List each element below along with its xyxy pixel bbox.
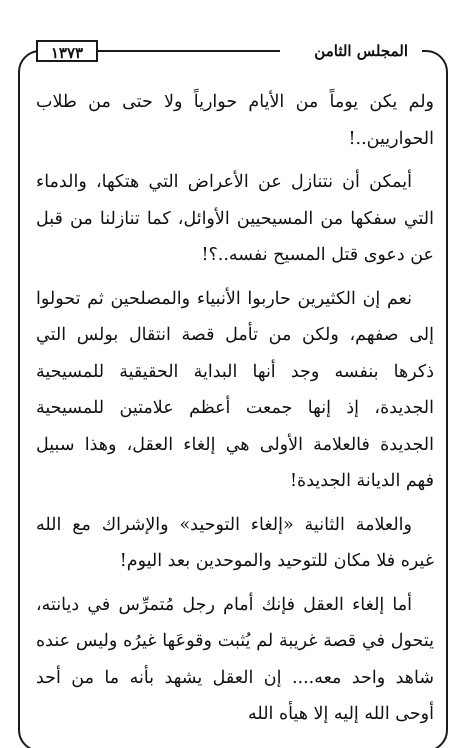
page-number: ١٣٧٣ <box>36 40 98 62</box>
chapter-title: المجلس الثامن <box>308 40 414 62</box>
paragraph: نعم إن الكثيرين حاربوا الأنبياء والمصلحين ثم تحولوا إلى صفهم، ولكن من تأمل قصة انتقال بولس التي ذكرها بنفسه وجد أنها البداية الحقيقية للمسيحية الجديدة، إذ إنها جمعت أعظم علامتين للمسيحية الجديدة فالعلامة الأولى هي إلغاء العقل، وهذا سبيل فهم الديانة الجديدة! <box>36 288 434 491</box>
paragraph: والعلامة الثانية «إلغاء التوحيد» والإشراك مع الله غيره فلا مكان للتوحيد والموحدين بعد اليوم! <box>36 514 434 571</box>
paragraph: ولم يكن يوماً من الأيام حوارياً ولا حتى من طلاب الحواريين..! <box>36 92 434 149</box>
page-body <box>36 84 434 733</box>
paragraph: أيمكن أن نتنازل عن الأعراض التي هتكها، والدماء التي سفكها من المسيحيين الأوائل، كما تنازلنا من قبل عن دعوى قتل المسيح نفسه..؟! <box>36 172 434 265</box>
paragraph: أما إلغاء العقل فإنك أمام رجل مُتمرِّس في ديانته، يتحول في قصة غريبة لم يُثبت وقوعَها غيرُه وليس عنده شاهد واحد معه.... إن العقل يشهد بأنه ما من أحد أوحى الله إليه إلا هيأه الله <box>36 594 434 724</box>
